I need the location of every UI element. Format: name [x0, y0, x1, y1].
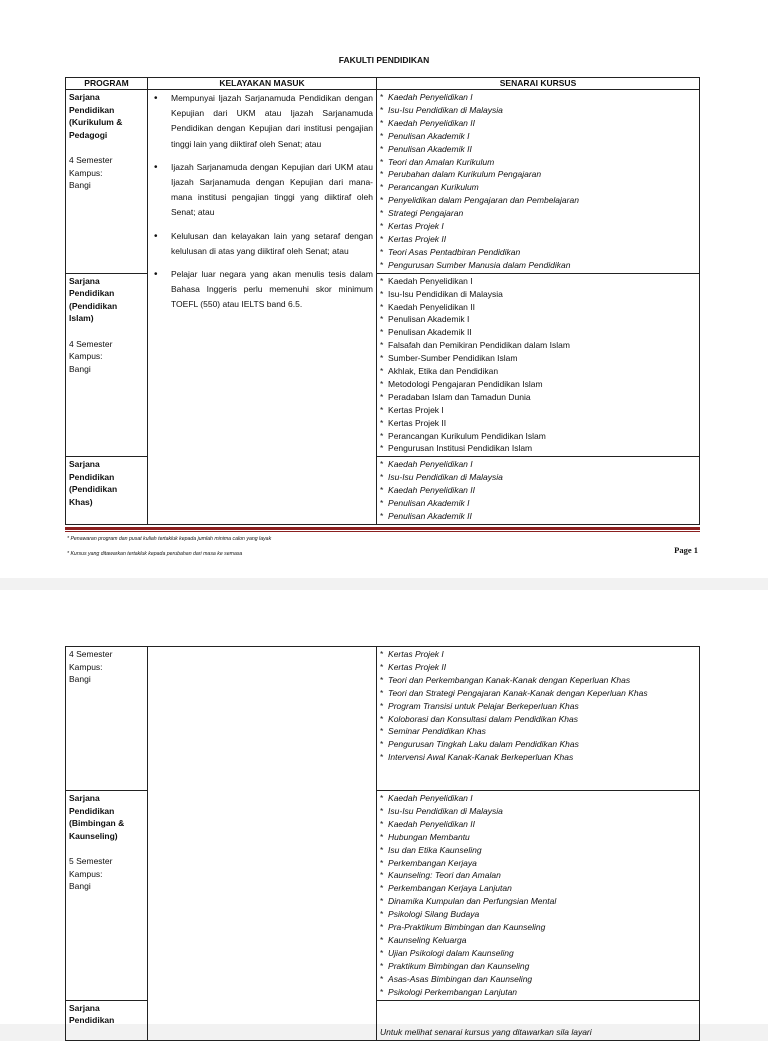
footnotes	[67, 532, 271, 562]
program-table-page1	[65, 77, 700, 525]
course-list: * Kaedah Penyelidikan I * Isu-Isu Pendidikan di Malaysia * Kaedah Penyelidikan II * Penulisan Akademik I * Penulisan Akademik II * Teori dan Amalan Kurikulum * Perubahan dalam Kurikulum Pengajaran * Perancangan Kurikulum * Penyelidikan dalam Pengajaran dan Pembelajaran * Strategi Pengajaran * Kertas Projek I * Kertas Projek II * Teori Asas Pentadbiran Pendidikan * Pengurusan Sumber Manusia dalam Pendidikan	[380, 91, 696, 272]
program-details: 5 Semester Kampus: Bangi	[69, 856, 113, 891]
program-cell	[66, 273, 148, 457]
faculty-title: FAKULTI PENDIDIKAN	[338, 55, 430, 65]
program-cell	[66, 90, 148, 274]
program-name: Sarjana Pendidikan (Kurikulum & Pedagogi	[69, 92, 123, 140]
kelayakan-item: • Kelulusan dan kelayakan lain yang setaraf dengan kelulusan di atas yang diiktiraf oleh Senat; atau	[151, 229, 373, 259]
kelayakan-item: • Pelajar luar negara yang akan menulis tesis dalam Bahasa Inggeris perlu memenuhi skor minimum TOEFL (550) atau IELTS band 6.5.	[151, 267, 373, 313]
footnote: * Penawaran program dan pusat kuliah tertakluk kepada jumlah minima calon yang layak	[67, 536, 272, 542]
program-details: 4 Semester Kampus: Bangi	[69, 338, 113, 374]
program-table-page2	[65, 646, 700, 1041]
program-cell	[66, 791, 148, 1001]
program-name: Sarjana Pendidikan	[69, 1002, 115, 1025]
program-details: 4 Semester Kampus: Bangi	[69, 649, 113, 684]
program-name: Sarjana Pendidikan (Pendidikan Khas)	[69, 459, 118, 507]
kelayakan-item: • Mempunyai Ijazah Sarjanamuda Pendidikan dengan Kepujian dari UKM atau Ijazah Sarjanamuda Pendidikan dengan Kepujian dari institusi pengajian tinggi lain yang diiktiraf oleh Senat; atau	[151, 91, 373, 152]
course-list: * Kaedah Penyelidikan I * Isu-Isu Pendidikan di Malaysia * Kaedah Penyelidikan II * Hubungan Membantu * Isu dan Etika Kaunseling * Perkembangan Kerjaya * Kaunseling: Teori dan Amalan * Perkembangan Kerjaya Lanjutan * Dinamika Kumpulan dan Perfungsian Mental * Psikologi Silang Budaya * Pra-Praktikum Bimbingan dan Kaunseling * Kaunseling Keluarga * Ujian Psikologi dalam Kaunseling * Praktikum Bimbingan dan Kaunseling * Asas-Asas Bimbingan dan Kaunseling * Psikologi Perkembangan Lanjutan	[380, 792, 696, 999]
kelayakan-cell	[148, 90, 377, 525]
course-cell	[377, 457, 700, 525]
kelayakan-list	[151, 91, 373, 313]
program-name: Sarjana Pendidikan (Bimbingan & Kaunseling)	[69, 793, 125, 841]
footnote: * Kursus yang ditawarkan tertakluk kepada perubahan dari masa ke semasa	[67, 551, 243, 557]
kelayakan-item: • Ijazah Sarjanamuda dengan Kepujian dari UKM atau Ijazah Sarjanamuda dengan Kepujian dari mana-mana institusi pengajian tinggi yang diiktiraf oleh Senat; atau	[151, 160, 373, 221]
course-cell	[377, 1000, 700, 1040]
course-cell	[377, 273, 700, 457]
header-program: PROGRAM	[66, 78, 148, 90]
program-cell	[66, 1000, 148, 1040]
footer-rule	[65, 527, 700, 530]
program-cell	[66, 647, 148, 791]
kelayakan-cell-empty	[148, 647, 377, 1041]
course-list: * Kaedah Penyelidikan I * Isu-Isu Pendidikan di Malaysia * Kaedah Penyelidikan II * Penulisan Akademik I * Penulisan Akademik II	[380, 458, 696, 523]
course-cell	[377, 90, 700, 274]
course-cell	[377, 647, 700, 791]
program-name: Sarjana Pendidikan (Pendidikan Islam)	[69, 275, 118, 324]
course-list: * Kaedah Penyelidikan I * Isu-Isu Pendidikan di Malaysia * Kaedah Penyelidikan II * Penulisan Akademik I * Penulisan Akademik II * Falsafah dan Pemikiran Pendidikan dalam Islam * Sumber-Sumber Pendidikan Islam * Akhlak, Etika dan Pendidikan * Metodologi Pengajaran Pendidikan Islam * Peradaban Islam dan Tamadun Dunia * Kertas Projek I * Kertas Projek II * Perancangan Kurikulum Pendidikan Islam * Pengurusan Institusi Pendidikan Islam	[380, 275, 696, 456]
header-kursus: SENARAI KURSUS	[377, 78, 700, 90]
program-details: 4 Semester Kampus: Bangi	[69, 155, 113, 190]
course-note: Untuk melihat senarai kursus yang ditawarkan sila layari	[380, 1026, 592, 1037]
program-cell	[66, 457, 148, 525]
document-page-2	[0, 590, 768, 1037]
header-kelayakan: KELAYAKAN MASUK	[148, 78, 377, 90]
course-list: * Kertas Projek I * Kertas Projek II * Teori dan Perkembangan Kanak-Kanak dengan Keperluan Khas * Teori dan Strategi Pengajaran Kanak-Kanak dengan Keperluan Khas * Program Transisi untuk Pelajar Berkeperluan Khas * Koloborasi dan Konsultasi dalam Pendidikan Khas * Seminar Pendidikan Khas * Pengurusan Tingkah Laku dalam Pendidikan Khas * Intervensi Awal Kanak-Kanak Berkeperluan Khas	[380, 648, 696, 764]
course-cell	[377, 791, 700, 1001]
page-number: Page 1	[674, 545, 698, 555]
